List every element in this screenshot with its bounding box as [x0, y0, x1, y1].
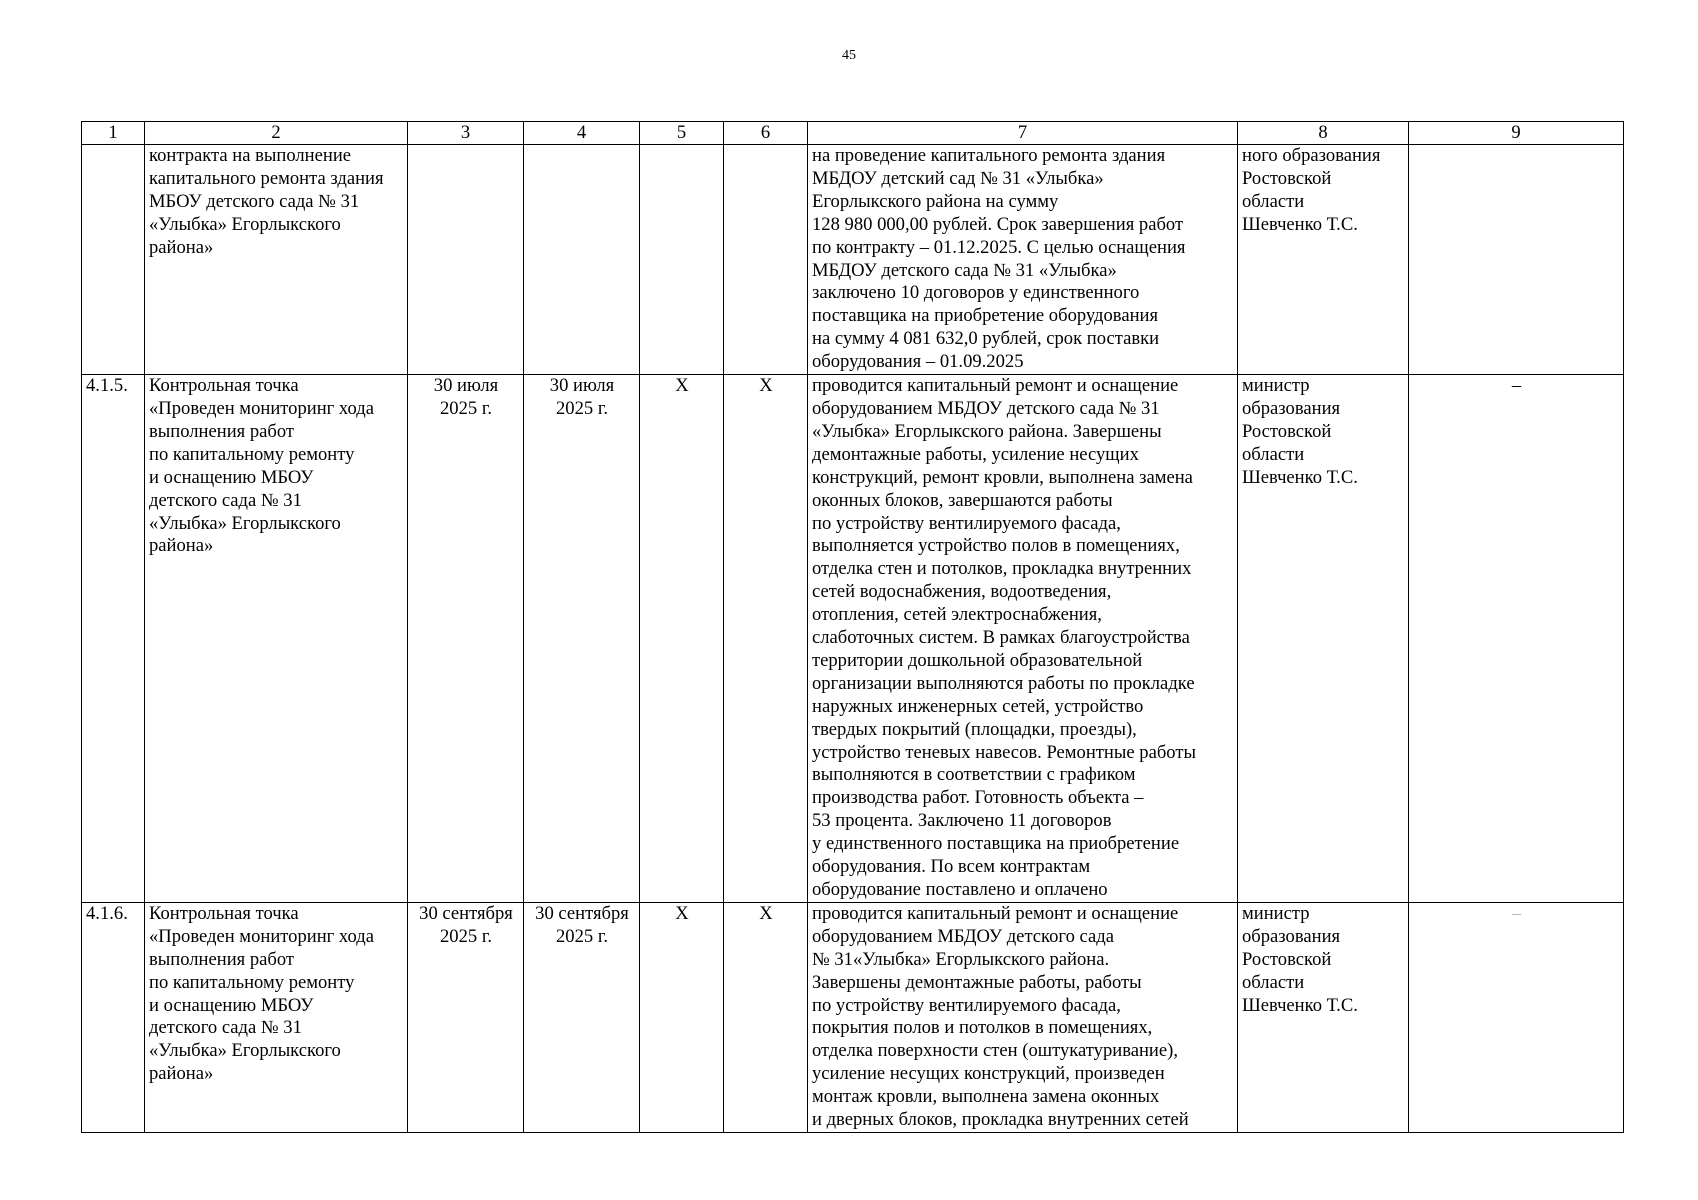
column-header: 3: [408, 122, 524, 145]
item-name-cell: Контрольная точка «Проведен мониторинг хода выполнения работ по капитальному ремонту и оснащению МБОУ детского сада № 31 «Улыбка» Егорлыкского района»: [145, 375, 408, 903]
column-number-header: [82, 122, 1624, 145]
column-header: 6: [724, 122, 808, 145]
page-number: 45: [842, 48, 856, 63]
table-row: [82, 902, 1624, 1132]
status-cell: проводится капитальный ремонт и оснащение оборудованием МБДОУ детского сада № 31«Улыбка» Егорлыкского района. Завершены демонтажные работы, работы по устройству вентилируемого фасада, покрытия полов и потолков в помещениях, отделка поверхности стен (оштукатуривание), усиление несущих конструкций, произведен монтаж кровли, выполнена замена оконных и дверных блоков, прокладка внутренних сетей: [808, 902, 1238, 1132]
column-header: 7: [808, 122, 1238, 145]
start-date-cell: 30 июля 2025 г.: [408, 375, 524, 903]
end-date-cell: [524, 145, 640, 375]
column-header: 1: [82, 122, 145, 145]
item-number-cell: 4.1.6.: [82, 902, 145, 1132]
start-date-cell: 30 сентября 2025 г.: [408, 902, 524, 1132]
status-cell: проводится капитальный ремонт и оснащение оборудованием МБДОУ детского сада № 31 «Улыбка» Егорлыкского района. Завершены демонтажные работы, усиление несущих конструкций, ремонт кровли, выполнена замена оконных блоков, завершаются работы по устройству вентилируемого фасада, выполняется устройство полов в помещениях, отделка стен и потолков, прокладка внутренних сетей водоснабжения, водоотведения, отопления, сетей электроснабжения, слаботочных систем. В рамках благоустройства территории дошкольной образовательной организации выполняются работы по прокладке наружных инженерных сетей, устройство твердых покрытий (площадки, проезды), устройство теневых навесов. Ремонтные работы выполняются в соответствии с графиком производства работ. Готовность объекта – 53 процента. Заключено 11 договоров у единственного поставщика на приобретение оборудования. По всем контрактам оборудование поставлено и оплачено: [808, 375, 1238, 903]
responsible-cell: министр образования Ростовской области Шевченко Т.С.: [1238, 902, 1409, 1132]
col5-cell: Х: [640, 902, 724, 1132]
responsible-cell: министр образования Ростовской области Шевченко Т.С.: [1238, 375, 1409, 903]
col9-cell: –: [1409, 375, 1624, 903]
col5-cell: Х: [640, 375, 724, 903]
col5-cell: [640, 145, 724, 375]
status-cell: на проведение капитального ремонта здания МБДОУ детский сад № 31 «Улыбка» Егорлыкского района на сумму 128 980 000,00 рублей. Срок завершения работ по контракту – 01.12.2025. С целью оснащения МБДОУ детского сада № 31 «Улыбка» заключено 10 договоров у единственного поставщика на приобретение оборудования на сумму 4 081 632,0 рублей, срок поставки оборудования – 01.09.2025: [808, 145, 1238, 375]
column-header: 4: [524, 122, 640, 145]
col9-cell: [1409, 145, 1624, 375]
col6-cell: Х: [724, 902, 808, 1132]
column-header: 8: [1238, 122, 1409, 145]
report-table: [81, 121, 1624, 1133]
item-name-cell: Контрольная точка «Проведен мониторинг хода выполнения работ по капитальному ремонту и оснащению МБОУ детского сада № 31 «Улыбка» Егорлыкского района»: [145, 902, 408, 1132]
column-header: 2: [145, 122, 408, 145]
col9-cell: –: [1409, 902, 1624, 1132]
start-date-cell: [408, 145, 524, 375]
responsible-cell: ного образования Ростовской области Шевченко Т.С.: [1238, 145, 1409, 375]
column-header: 5: [640, 122, 724, 145]
item-name-cell: контракта на выполнение капитального ремонта здания МБОУ детского сада № 31 «Улыбка» Егорлыкского района»: [145, 145, 408, 375]
col6-cell: Х: [724, 375, 808, 903]
item-number-cell: 4.1.5.: [82, 375, 145, 903]
table-row: [82, 145, 1624, 375]
col6-cell: [724, 145, 808, 375]
item-number-cell: [82, 145, 145, 375]
column-header: 9: [1409, 122, 1624, 145]
end-date-cell: 30 июля 2025 г.: [524, 375, 640, 903]
table-row: [82, 375, 1624, 903]
end-date-cell: 30 сентября 2025 г.: [524, 902, 640, 1132]
